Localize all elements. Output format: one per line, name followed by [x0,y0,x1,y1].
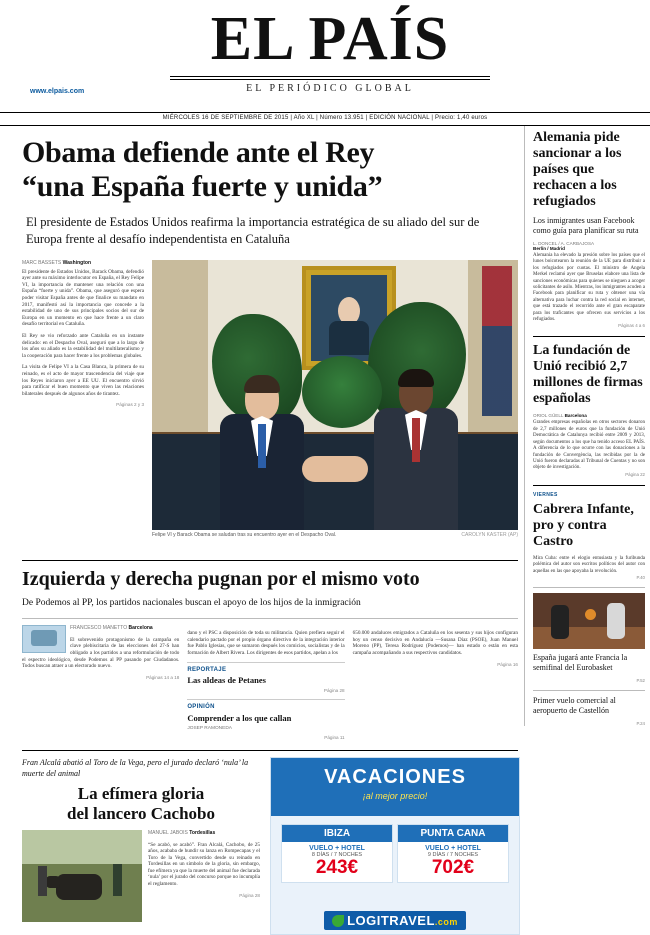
logitravel-ad[interactable] [270,757,520,935]
right-story1-text: Alemania ha elevado la presión sobre los países que el lunes boicotearon la reunión de la UE para distribuir a los refugiados por cuotas. El ministro de Angela Merkel reclamó ayer que Bruselas elabore una lista de sanciones económicas para quienes se nieguen a acoger solicitantes de asilo. Mientras, los inmigrantes acuden a Facebook para planificar su ruta y obtener una vía alternativa para luchar contra la red social en internet, que está trazado el recorrido ante el gran escaparate para los traficantes que ofrecen sus servicios a los refugiados. [533,253,645,323]
right-story1-headline: Alemania pide sancionar a los países que rechacen a los refugiados [533,130,622,209]
portrait-body [329,321,369,355]
photo-flag [482,266,512,416]
right-story1-byline [533,241,645,251]
second-col2-text: dano y el PSC a disposición de toda su militancia. Quien prefiera seguir el calendario pactado por el propio órgano directivo de la integración interior fue Pablo Iglesias, que se sumaron después los comicios, socialistas y de la formación de Albert Rivera. Los dirigentes de esos partidos, apelan a los [187,630,345,656]
lead-headline-line1: Obama defiende ante el Rey [22,136,375,169]
ad-offer-puntacana-destination: PUNTA CANA [398,825,508,842]
ad-offer-ibiza-destination: IBIZA [282,825,392,842]
toro-byline [148,830,260,837]
second-col1-author: FRANCESCO MANETTO [70,625,128,631]
ad-banner [271,758,519,816]
right-story5-headline: Primer vuelo comercial al aeropuerto de Castellón [533,695,616,715]
leaf-icon [332,915,344,927]
report-kicker: REPORTAJE [187,666,227,673]
right-story2-place: Barcelona [564,413,587,419]
right-story3-kicker: VIERNES [533,491,558,498]
main-column [22,126,518,935]
right-story1-authors: L. DONCEL / A. CARBAJOSA [533,241,595,246]
page-body [0,126,650,931]
right-rule-1 [533,336,645,337]
right-story1-pagref: Páginas 4 a 6 [618,323,645,329]
lead-paragraph-1: El presidente de Estados Unidos, Barack Obama, defendió ayer ante su máximo interlocutor en España, el Rey Felipe VI, la importancia de mantener una relación con una España “fuerte y unida”. Obama, que aseguró que espera poder visitar España antes de que finalice su mandato en 2017, manifestó así la importancia que concede a la estabilidad de uno de sus principales socios del sur de Europa en un momento en que hace frente a un claro desafío territorial en Cataluña. [22,268,144,328]
right-story4-caption: España jugará ante Francia la semifinal del Eurobasket [533,652,628,672]
right-story4-pagref: P.52 [636,677,645,683]
right-story3-pagref: P.40 [636,574,645,580]
right-story2-authors: ORIOL GÜELL [533,413,564,419]
second-column-2 [187,625,352,742]
toro-photo-person-2 [113,864,122,896]
ad-offer-ibiza[interactable] [281,824,393,883]
toro-headline-line1: La efímera gloria [77,783,205,803]
basketball-player-2 [607,603,625,639]
second-column-3 [353,625,518,742]
dateline: MIÉRCOLES 16 DE SEPTIEMBRE DE 2015 | Año XL | Número 13.951 | EDICIÓN NACIONAL | Precio: 1,40 euros [0,112,650,126]
website-url[interactable]: www.elpais.com [30,88,85,95]
ad-offer-puntacana[interactable] [397,824,509,883]
lead-article-text [22,260,144,542]
lead-page-reference: Páginas 2 y 3 [116,402,144,408]
toro-photo-person-1 [38,866,47,896]
opinion-kicker: OPINIÓN [187,703,215,710]
photo-person-king [214,378,310,530]
toro-photo [22,830,142,922]
toro-body [22,830,260,922]
toro-kicker: Fran Alcalá abatió al Toro de la Vega, pero el jurado declaró ‘nula’ la muerte del animal [22,757,249,778]
right-rule-3 [533,587,645,588]
logitravel-logo [324,911,466,930]
lead-paragraph-3: La visita de Felipe VI a la Casa Blanca, la primera de su reinado, es el acto de mayor trascendencia del viaje que los Reyes iniciaron ayer a EE UU. El encuentro sirvió para ratificar el buen momento que viven las relaciones bilaterales después de algunos años de tirantez. [22,364,144,397]
ad-brand-logo[interactable] [271,911,519,930]
basketball-player-1 [551,605,569,639]
lead-byline [22,260,144,267]
right-story2-headline: La fundación de Unió recibió 2,7 millones de firmas españolas [533,343,643,407]
lead-photo-caption [152,532,518,538]
second-col3-pagref: Página 16 [497,661,518,667]
toro-paragraph: “Se acabó, se acabó”. Fran Alcalá, Cachobo, de 25 años, acababa de hundir su lanza en Rompecapas y el Toro de la Vega, convertido desde su reinado en Tordesillas en un símbolo de la gloria, sin embargo, fue efímera ya que la muerte del animal fue declarada ‘nula’ por el jurado del concurso porque no incumplía el reglamento. [148,841,260,888]
right-story3-text: Mira Cuba: entre el elogio entusiasta y la furibunda polémica del autor son escritos políticos del autor con aquellas en las que apoyaba la revolución. [533,555,645,574]
right-story1-place: Berlín / Madrid [533,246,565,251]
lead-subhead: El presidente de Estados Unidos reafirma la importancia estratégica de su aliado del sur de Europa frente al desafío independentista en Cataluña [26,215,480,246]
report-title: Las aldeas de Petanes [187,675,266,686]
king-hair [244,375,280,393]
toro-author: MANUEL JABOIS [148,829,188,836]
opinion-teaser [187,699,344,742]
second-story-columns [22,618,518,742]
report-teaser [187,662,344,695]
ad-offer-cards [281,824,509,883]
right-rule-4 [533,690,645,691]
lower-section [22,750,518,935]
newspaper-tagline: EL PERIÓDICO GLOBAL [246,83,414,94]
toro-headline [22,784,260,824]
toro-text [142,830,260,922]
masthead-logo-block [140,6,520,94]
lead-photo-caption-text: Felipe VI y Barack Obama se saludan tras su encuentro ayer en el Despacho Oval. [152,532,337,538]
right-rule-2 [533,485,645,486]
advertisement-area [270,757,518,935]
second-col3-text: 650.000 andaluces emigrados a Cataluña en los sesenta y sus hijos configuran hoy un censo decisivo en Andalucía —Susana Díaz (PSOE), Juan Manuel Moreno (PP), Teresa Rodríguez (Podemos)— han estado o están en esta campaña acompañando a sus respectivos candidatos. [352,630,518,656]
opinion-title: Comprender a los que callan [187,712,292,723]
ad-title: VACACIONES [324,765,466,788]
section-rule [22,560,518,561]
right-column [524,126,645,726]
map-shape [31,630,57,646]
basketball-court [533,627,645,649]
lead-photo [152,260,518,530]
ad-offer-puntacana-duration: 9 DÍAS / 7 NOCHES [427,851,479,858]
logitravel-name: LOGITRAVEL [347,912,435,928]
king-tie [258,424,266,468]
opinion-pagref: Página 11 [324,735,345,741]
lead-headline [22,136,518,204]
lead-byline-place: Washington [62,260,91,266]
logo-rule [170,76,490,80]
ad-offer-puntacana-includes: VUELO + HOTEL [425,844,481,852]
ad-subtitle: ¡al mejor precio! [362,790,428,801]
ad-offer-ibiza-includes: VUELO + HOTEL [309,844,365,852]
toro-headline-line2: del lancero Cachobo [67,803,215,823]
lead-paragraph-2: El Rey se vio reforzado ante Cataluña en un instante delicado: en el Despacho Oval, aseguró que a lo largo de los años su aliado es la estabilidad del multilateralismo y la cooperación para hacer frente a los problemas globales. [22,332,144,359]
masthead [0,0,650,113]
ad-offer-ibiza-duration: 8 DÍAS / 7 NOCHES [311,851,363,858]
right-story3-headline: Cabrera Infante, pro y contra Castro [533,501,634,549]
second-headline: Izquierda y derecha pugnan por el mismo voto [22,568,420,590]
lead-headline-line2: “una España fuerte y unida” [22,170,383,203]
toro-photo-bull [56,874,102,900]
opinion-author: JOSEP RAMONEDA [187,725,233,731]
right-story2-text: Grandes empresas españolas en otros sectores donaron de 2,7 millones de euros que la fundación de Unió Democràtica de Catalunya recibió entre 2009 y 2013, según documentos a los que ha tenido acceso EL PAÍS. A diferencia de lo que ocurre con las donaciones a la fundación de Convergència, las recibidas por la de Unió fueron declaradas al Tribunal de Cuentas y no son objeto de investigación. [533,420,645,471]
lead-article [22,260,518,550]
right-story5-pagref: P.24 [636,720,645,726]
second-column-1 [22,625,187,742]
second-col1-place: Barcelona [128,625,153,631]
basketball-ball-icon [585,609,596,620]
toro-photo-sky [22,830,142,864]
second-col1-pagref: Páginas 14 a 18 [146,674,180,680]
newspaper-logo: EL PAÍS [210,5,450,73]
right-story2-pagref: Página 22 [625,471,645,477]
toro-pagref: Página 28 [239,892,260,898]
photo-person-obama [360,372,472,530]
obama-tie [412,418,420,462]
basketball-photo [533,593,645,649]
right-story2-byline [533,413,645,418]
photo-curtain-left [152,260,208,440]
second-subhead: De Podemos al PP, los partidos nacionales buscan el apoyo de los hijos de la inmigración [22,598,361,608]
map-graphic [22,625,66,653]
right-story1-subhead: Los inmigrantes usan Facebook como guía para planificar su ruta [533,216,639,235]
toro-place: Tordesillas [189,829,216,836]
ad-offer-ibiza-price: 243€ [315,856,359,878]
lead-photo-credit: CAROLYN KASTER (AP) [461,532,518,538]
second-col1-text: El sobrevenido protagonismo de la campaña en clave plebiscitaria de las elecciones del 27-S han obligado a los partidos a una reformulación de todo el espectro ideológico, desde Podemos al PP pasando por Ciudadanos. Todos buscan atraer a un electorado nuevo. [22,636,180,670]
toro-article [22,757,270,935]
lead-byline-author: MARC BASSETS [22,260,62,266]
logitravel-domain: .com [434,916,458,927]
obama-hair [398,369,434,387]
photo-handshake [302,456,368,482]
report-pagref: Página 28 [323,688,345,694]
ad-offer-puntacana-price: 702€ [431,856,475,878]
